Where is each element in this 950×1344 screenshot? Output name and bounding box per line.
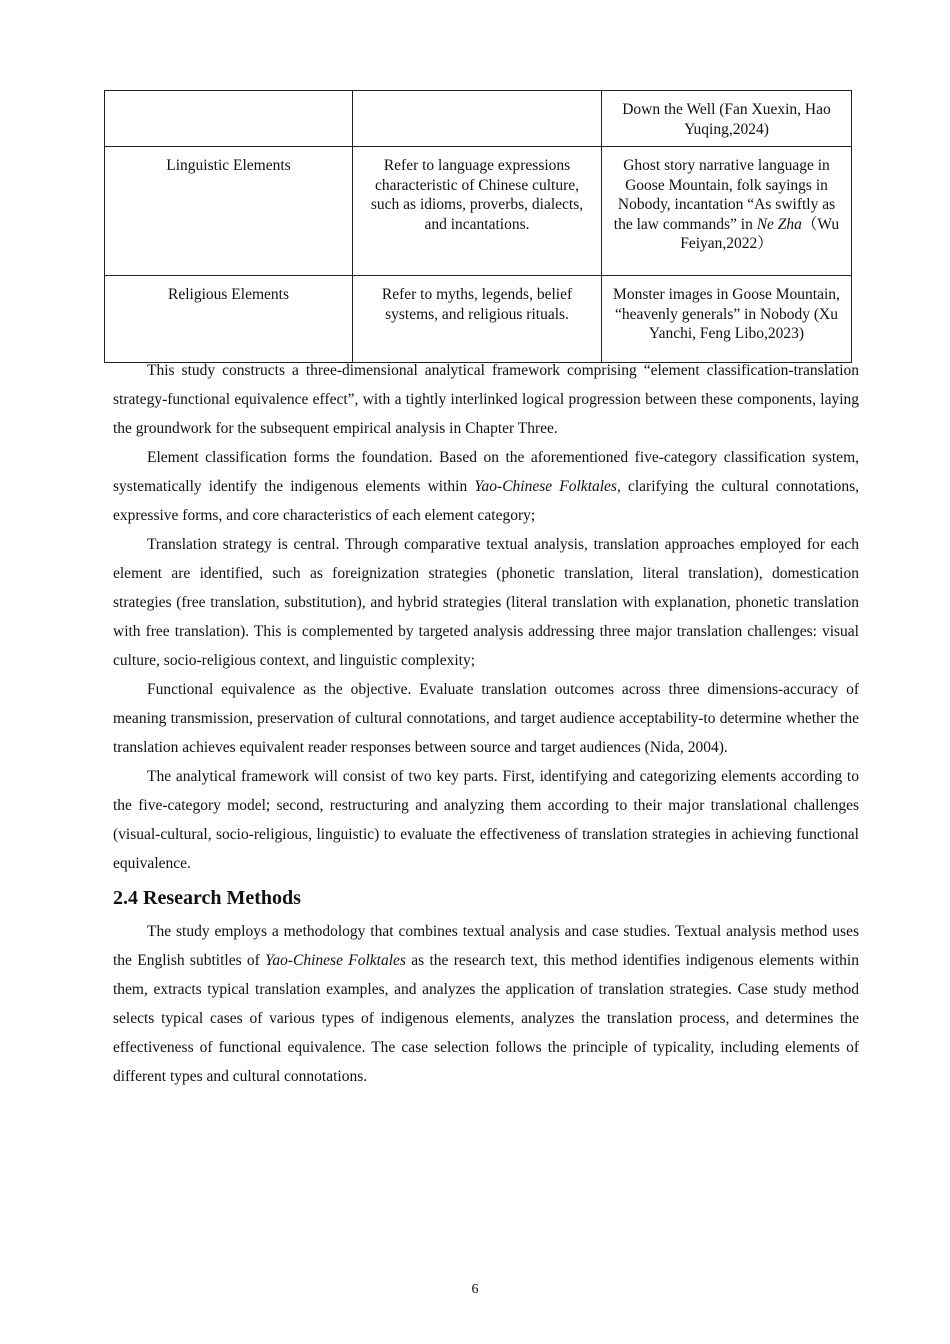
paragraph-translation-strategy: Translation strategy is central. Through comparative textual analysis, translation approaches employed for each element are identified, such as foreignization strategies (phonetic translation, literal translation), domestication strategies (free translation, substitution), and hybrid strategies (literal translation with explanation, phonetic translation with free translation). This is complemented by targeted analysis addressing three major translation challenges: visual culture, socio-religious context, and linguistic complexity; bbox=[113, 536, 859, 669]
table-cell-examples: Monster images in Goose Mountain, “heavenly generals” in Nobody (Xu Yanchi, Feng Libo,2023) bbox=[602, 276, 852, 363]
paragraph-framework-parts: The analytical framework will consist of two key parts. First, identifying and categorizing elements according to the five-category model; second, restructuring and analyzing them according to their major translational challenges (visual-cultural, socio-religious, linguistic) to evaluate the effectiveness of translation strategies in achieving functional equivalence. bbox=[113, 768, 859, 872]
examples-citation: （Wu Feiyan,2022） bbox=[680, 215, 840, 252]
paragraph-element-classification bbox=[113, 443, 859, 530]
table-cell-definition: Refer to language expressions characteristic of Chinese culture, such as idioms, proverbs, dialects, and incantations. bbox=[353, 147, 602, 276]
work-title-italic: Yao-Chinese Folktales bbox=[265, 952, 406, 969]
paragraph-text: Element classification forms the foundation. Based on the aforementioned five-category classification system, systematically identify the indigenous elements within bbox=[113, 449, 859, 495]
paragraph-research-methods bbox=[113, 917, 859, 1091]
table-cell-definition bbox=[353, 91, 602, 147]
paragraph-framework: This study constructs a three-dimensional analytical framework comprising “element classification-translation strategy-functional equivalence effect”, with a tightly interlinked logical progression between these components, laying the groundwork for the subsequent empirical analysis in Chapter Three. bbox=[113, 362, 859, 437]
table-row bbox=[105, 91, 852, 147]
elements-table bbox=[104, 90, 852, 363]
work-title-italic: Yao-Chinese Folktales bbox=[474, 478, 617, 495]
section-heading: 2.4 Research Methods bbox=[113, 887, 301, 909]
paragraph-text: , clarifying the cultural connotations, expressive forms, and core characteristics of each element category; bbox=[113, 478, 859, 524]
table-cell-definition: Refer to myths, legends, belief systems, and religious rituals. bbox=[353, 276, 602, 363]
examples-text: Ghost story narrative language in Goose Mountain, folk sayings in Nobody, incantation “As swiftly as the law commands” in bbox=[613, 157, 836, 233]
table-row bbox=[105, 276, 852, 363]
paragraph-functional-equivalence: Functional equivalence as the objective. Evaluate translation outcomes across three dimensions-accuracy of meaning transmission, preservation of cultural connotations, and target audience acceptability-to determine whether the translation achieves equivalent reader responses between source and target audiences (Nida, 2004). bbox=[113, 681, 859, 756]
table-row bbox=[105, 147, 852, 276]
body-text bbox=[113, 356, 859, 1091]
table-cell-category: Religious Elements bbox=[105, 276, 353, 363]
page-number: 6 bbox=[471, 1282, 479, 1297]
examples-title-italic: Ne Zha bbox=[756, 215, 802, 233]
paragraph-text: as the research text, this method identifies indigenous elements within them, extracts typical translation examples, and analyzes the application of translation strategies. Case study method selects typical cases of various types of indigenous elements, analyzes the translation process, and determines the effectiveness of functional equivalence. The case selection follows the principle of typicality, including elements of different types and cultural connotations. bbox=[113, 952, 859, 1085]
table-cell-category bbox=[105, 91, 353, 147]
table-cell-examples bbox=[602, 147, 852, 276]
paragraph-text: The study employs a methodology that combines textual analysis and case studies. Textual analysis method uses the English subtitles of bbox=[113, 923, 859, 969]
table-cell-category: Linguistic Elements bbox=[105, 147, 353, 276]
table-cell-examples: Down the Well (Fan Xuexin, Hao Yuqing,2024) bbox=[602, 91, 852, 147]
